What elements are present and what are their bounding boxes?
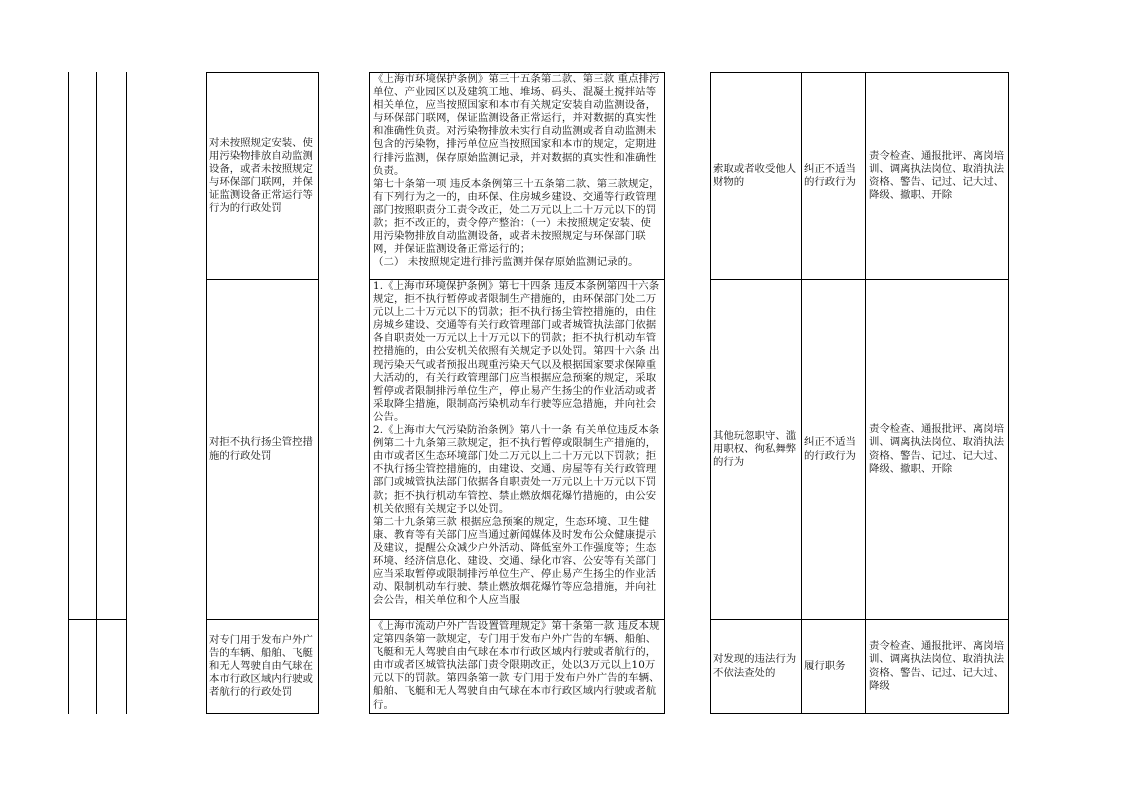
grid-line: [126, 72, 127, 714]
responsibility-category: 纠正不适当的行政行为: [804, 436, 856, 462]
penalty-measures: 责令检查、通报批评、离岗培训、调离执法岗位、取消执法资格、警告、记过、记大过、降级、撤职、开除: [869, 149, 1005, 202]
table-row: [209, 280, 315, 619]
responsibility-category: 履行职务: [804, 659, 846, 672]
penalty-item-text: 对专门用于发布户外广告的车辆、船舶、飞艇和无人驾驶自由气球在本市行政区域内行驶或者航行的行政处罚: [209, 633, 313, 699]
misconduct-behavior: 索取或者收受他人财物的: [713, 162, 797, 188]
grid-line: [318, 72, 319, 714]
legal-basis-text: 1.《上海市环境保护条例》第七十四条 违反本条例第四十六条规定，拒不执行暂停或者限制生产措施的，由环保部门处二万元以上二十万元以下的罚款；拒不执行扬尘管控措施的，由住房城乡建设、交通等有关行政管理部门或者城管执法部门依据各自职责处一万元以上十万元以下的罚款；拒不执行机动车管控措施的，由公安机关依照有关规定予以处罚。第四十六条 出现污染天气或者预报出现重污染天气以及根据国家要求保障重大活动的，有关行政管理部门应当根据应急预案的规定，采取暂停或者限制排污单位生产，停止易产生扬尘的作业活动或者采取降尘措施，限制高污染机动车行驶等应急措施，并向社会公告。 2.《上海市大气污染防治条例》第八十一条 有关单位违反本条例第二十九条第三款规定，拒不执行暂停或限制生产措施的，由市或者区生态环境部门处二万元以上二十万元以下罚款；拒不执行扬尘管控措施的，由建设、交通、房屋等有关行政管理部门或城管执法部门依据各自职责处一万元以上十万元以下罚款；拒不执行机动车管控、禁止燃放烟花爆竹措施的，由公安机关依照有关规定予以处罚。 第二十九条第三款 根据应急预案的规定，生态环境、卫生健康、教育等有关部门应当通过新闻媒体及时发布公众健康提示及建议，提醒公众减少户外活动、降低室外工作强度等；生态环境、经济信息化、建设、交通、绿化市容、公安等有关部门应当采取暂停或限制排污单位生产、停止易产生扬尘的作业活动、限制机动车行驶、禁止燃放烟花爆竹等应急措施，并向社会公告，相关单位和个人应当服: [373, 280, 660, 607]
grid-line: [801, 72, 802, 714]
grid-line: [68, 72, 69, 714]
penalty-item-text: 对拒不执行扬尘管控措施的行政处罚: [209, 436, 313, 462]
table-row: [209, 620, 315, 713]
grid-line: [1008, 72, 1009, 714]
grid-line: [664, 72, 665, 714]
grid-line: [710, 713, 1009, 714]
responsibility-category: 纠正不适当的行政行为: [804, 162, 856, 188]
grid-line: [206, 72, 207, 714]
table-row: [209, 73, 315, 279]
grid-line: [206, 713, 319, 714]
misconduct-behavior: 其他玩忽职守、滥用职权、徇私舞弊的行为: [713, 429, 797, 469]
penalty-measures: 责令检查、通报批评、离岗培训、调离执法岗位、取消执法资格、警告、记过、记大过、降级、撤职、开除: [869, 423, 1005, 475]
grid-line: [96, 72, 97, 714]
legal-basis-text: 《上海市环境保护条例》第三十五条第二款、第三款 重点排污单位、产业园区以及建筑工地、堆场、码头、混凝土搅拌站等相关单位，应当按照国家和本市有关规定安装自动监测设备，与环保部门联网，保证监测设备正常运行，并对数据的真实性和准确性负责。对污染物排放未实行自动监测或者自动监测未包含的污染物，排污单位应当按照国家和本市的规定，定期进行排污监测，保存原始监测记录，并对数据的真实性和准确性负责。 第七十条第一项 违反本条例第三十五条第二款、第三款规定，有下列行为之一的，由环保、住房城乡建设、交通等行政管理部门按照职责分工责令改正，处二万元以上二十万元以下的罚款；拒不改正的，责令停产整治：（一）未按照规定安装、使用污染物排放自动监测设备，或者未按照规定与环保部门联网，并保证监测设备正常运行的； （二） 未按照规定进行排污监测并保存原始监测记录的。: [373, 73, 660, 269]
grid-line: [865, 72, 866, 714]
penalty-item-text: 对未按照规定安装、使用污染物排放自动监测设备，或者未按照规定与环保部门联网，并保证监测设备正常运行等行为的行政处罚: [209, 136, 313, 215]
penalty-measures: 责令检查、通报批评、离岗培训、调离执法岗位、取消执法资格、警告、记过、记大过、降级: [869, 640, 1005, 692]
grid-line: [68, 619, 127, 620]
grid-line: [369, 72, 370, 714]
grid-line: [369, 713, 665, 714]
misconduct-behavior: 对发现的违法行为不依法查处的: [713, 653, 797, 679]
grid-line: [710, 72, 711, 714]
legal-basis-text: 《上海市流动户外广告设置管理规定》第十条第一款 违反本规定第四条第一款规定，专门用于发布户外广告的车辆、船舶、飞艇和无人驾驶自由气球在本市行政区域内行驶或者航行的，由市或者区城管执法部门责令限期改正，处以3万元以上10万元以下的罚款。第四条第一款 专门用于发布户外广告的车辆、船舶、飞艇和无人驾驶自由气球在本市行政区域内行驶或者航行。: [373, 620, 660, 711]
